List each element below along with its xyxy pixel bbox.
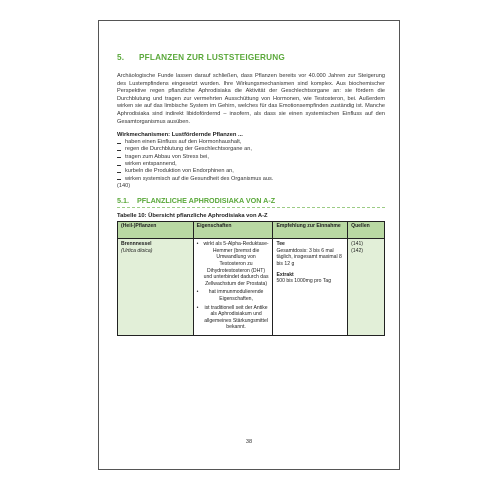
list-item: wirken systemisch auf die Gesundheit des Organismus aus. [117,176,385,183]
intro-paragraph: Archäologische Funde lassen darauf schließen, dass Pflanzen bereits vor 40.000 Jahren zur Steigerung des Lustempfindens eingesetzt wurden. Ihre Wirkungsmechanismen sind komplex. Aus biochemischer Perspektive regen pflanzliche Aphrodisiaka die Aktivität der Geschlechtsorgane an: sie fördern die Durchblutung und tragen zur vermehrten Ausschüttung von Hormonen, wie Testosteron, bei. Außerdem wirken sie auf das limbische System im Gehirn, welches für das Emotionsempfinden zuständig ist. Manche Aphrodisiaka sind indirekt libidofördernd – insofern, als dass sie einen systemischen Einfluss auf den Gesamtorganismus ausüben. [117,73,385,125]
plant-name: Brennnessel [121,241,152,248]
table-row [118,239,385,336]
plant-cell [118,239,194,336]
properties-list [197,241,270,331]
document-page [98,20,400,470]
table-caption: Tabelle 10: Übersicht pflanzliche Aphrodisiaka von A-Z [117,213,268,220]
mechanisms-list [117,139,385,183]
header-sources: Quellen [348,222,385,239]
intake-tea-text: Gesamtdosis: 3 bis 6 mal täglich, insgesamt maximal 8 bis 12 g [276,247,342,268]
section-title: PFLANZEN ZUR LUSTSTEIGERUNG [139,53,285,62]
list-item: wirken entspannend, [117,161,385,168]
intake-extract-label: Extrakt [276,271,294,278]
property-item: • ist traditionell seit der Antike als Aphrodisiakum und allgemeines Stärkungsmittel bekannt. [197,305,270,331]
subsection-heading [117,196,385,208]
sources-cell: (141) (142) [348,239,385,336]
header-properties: Eigenschaften [193,222,273,239]
intake-tea-label: Tee [276,241,285,248]
section-number: 5. [117,53,125,62]
header-intake: Empfehlung zur Einnahme [273,222,348,239]
properties-cell [193,239,273,336]
subsection-number: 5.1. [117,196,129,206]
list-item: regen die Durchblutung der Geschlechtsorgane an, [117,146,385,153]
subsection-title: PFLANZLICHE APHRODISIAKA VON A-Z [137,196,276,206]
list-item: kurbeln die Produktion von Endorphinen an, [117,168,385,175]
header-plants: (Heil-)Pflanzen [118,222,194,239]
list-item: haben einen Einfluss auf den Hormonhaushalt, [117,139,385,146]
aphrodisiaka-table [117,221,385,336]
plant-latin-name: (Urtica dioica) [121,247,153,254]
table-header-row [118,222,385,239]
page-content [117,53,385,336]
property-item: • hat immunmodulierende Eigenschaften, [197,289,270,302]
page-number: 38 [245,439,253,445]
property-item: • wirkt als 5-Alpha-Reduktase-Hemmer (bremst die Umwandlung von Testosteron zu Dihydrotestosteron (DHT) und unterbindet dadurch das Zellwachstum der Prostata) [197,241,270,287]
section-heading [117,53,385,62]
mechanisms-reference: (140) [117,182,131,189]
intake-extract-text: 500 bis 1000mg pro Tag [276,278,332,285]
list-item: tragen zum Abbau von Stress bei, [117,154,385,161]
mechanisms-title: Wirkmechanismen: Lustfördernde Pflanzen ... [117,132,243,139]
intake-cell [273,239,348,336]
